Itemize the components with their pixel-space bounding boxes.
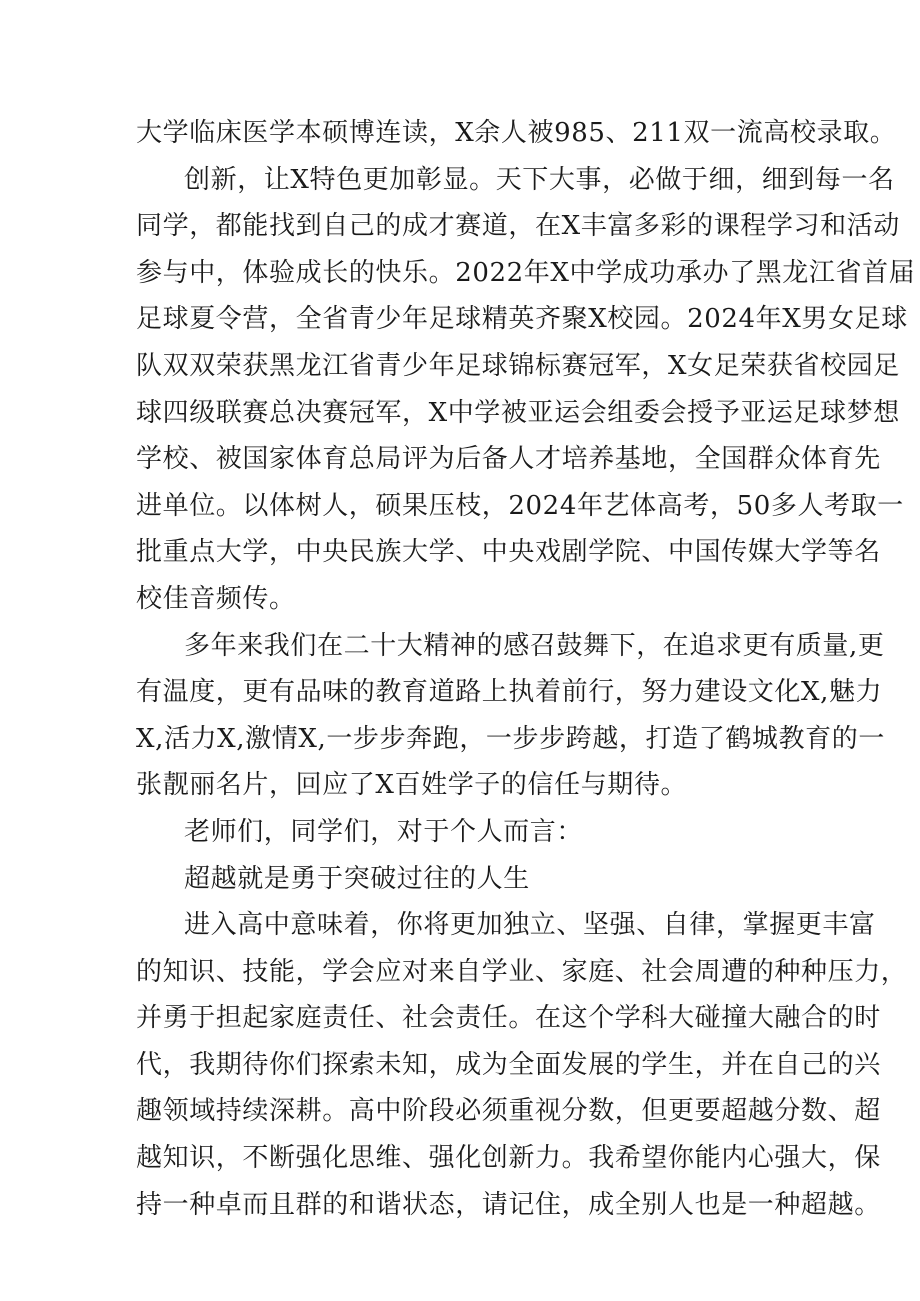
text-line-1: 大学临床医学本硕博连读，X余人被985、211双一流高校录取。	[136, 118, 897, 148]
text-line-19: 的知识、技能，学会应对来自学业、家庭、社会周遭的种种压力，	[136, 956, 908, 987]
text-line-15: 张靓丽名片，回应了X百姓学子的信任与期待。	[136, 770, 688, 801]
text-line-7: 球四级联赛总决赛冠军，X中学被亚运会组委会授予亚运足球梦想	[136, 397, 900, 428]
section-heading: 超越就是勇于突破过往的人生	[184, 863, 530, 894]
document-body	[136, 110, 916, 1228]
text-line-4: 参与中，体验成长的快乐。2022年X中学成功承办了黑龙江省首届	[136, 257, 916, 288]
paragraph-years-line-1: 多年来我们在二十大精神的感召鼓舞下，在追求更有质量,更	[184, 630, 885, 661]
text-line-11: 校佳音频传。	[136, 583, 296, 614]
text-line-3: 同学，都能找到自己的成才赛道，在X丰富多彩的课程学习和活动	[136, 211, 900, 242]
text-line-13: 有温度，更有品味的教育道路上执着前行，努力建设文化X,魅力	[136, 677, 883, 708]
paragraph-highschool-line-1: 进入高中意味着，你将更加独立、坚强、自律，掌握更丰富	[184, 910, 876, 941]
text-line-9: 进单位。以体树人，硕果压枝，2024年艺体高考，50多人考取一	[136, 490, 904, 521]
text-line-6: 队双双荣获黑龙江省青少年足球锦标赛冠军，X女足荣获省校园足	[136, 350, 900, 381]
paragraph-innovation-line-1: 创新，让X特色更加彰显。天下大事，必做于细，细到每一名	[184, 164, 895, 195]
text-line-14: X,活力X,激情X,一步步奔跑，一步步跨越，打造了鹤城教育的一	[136, 723, 885, 754]
text-line-8: 学校、被国家体育总局评为后备人才培养基地，全国群众体育先	[136, 444, 881, 475]
text-line-20: 并勇于担起家庭责任、社会责任。在这个学科大碰撞大融合的时	[136, 1003, 881, 1034]
text-line-5: 足球夏令营，全省青少年足球精英齐聚X校园。2024年X男女足球	[136, 304, 908, 335]
text-line-23: 越知识，不断强化思维、强化创新力。我希望你能内心强大，保	[136, 1143, 881, 1174]
address-teachers-students: 老师们，同学们，对于个人而言：	[184, 816, 584, 847]
text-line-21: 代，我期待你们探索未知，成为全面发展的学生，并在自己的兴	[136, 1049, 881, 1080]
text-line-10: 批重点大学，中央民族大学、中央戏剧学院、中国传媒大学等名	[136, 537, 881, 568]
text-line-24: 持一种卓而且群的和谐状态，请记住，成全别人也是一种超越。	[136, 1189, 881, 1220]
text-line-22: 趣领域持续深耕。高中阶段必须重视分数，但更要超越分数、超	[136, 1096, 881, 1127]
